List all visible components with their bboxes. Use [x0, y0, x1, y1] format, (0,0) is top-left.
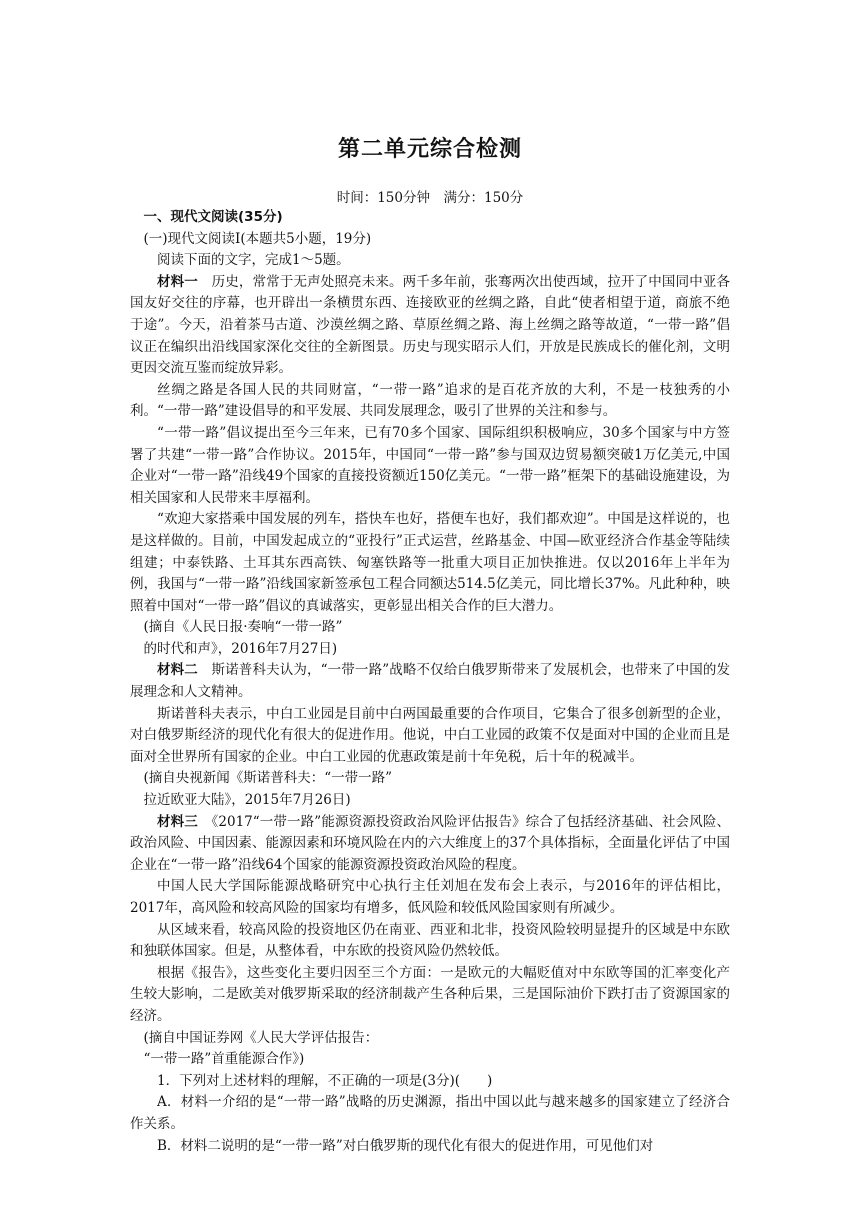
material-2-source-line-1: (摘自央视新闻《斯诺普科夫：“一带一路” [143, 770, 393, 787]
material-1-para-3: “一带一路”倡议提出至今三年来，已有70多个国家、国际组织积极响应，30多个国家与中方签署了共建“一带一路”合作协议。2015年，中国同“一带一路”参与国双边贸易额突破1万亿美元,中国企业对“一带一路”沿线49个国家的直接投资额近150亿美元。“一带一路”框架下的基础设施建设，为相关国家和人民带来丰厚福利。 [130, 424, 730, 506]
material-1-source-line-1: (摘自《人民日报·奏响“一带一路” [143, 619, 343, 636]
material-3-para-1: 材料三 《2017“一带一路”能源资源投资政治风险评估报告》综合了包括经济基础、社会风险、政治风险、中国因素、能源因素和环境风险在内的六大维度上的37个具体指标，全面量化评估了中国企业在“一带一路”沿线64个国家的能源资源投资政治风险的程度。 [130, 813, 730, 873]
exam-meta: 时间：150分钟 满分：150分 [336, 190, 524, 206]
page-title: 第二单元综合检测 [337, 137, 522, 162]
document-body [130, 207, 730, 1157]
material-2-label: 材料二 [157, 662, 198, 679]
material-3-para-4: 根据《报告》，这些变化主要归因至三个方面：一是欧元的大幅贬值对中东欧等国的汇率变化产生较大影响，二是欧美对俄罗斯采取的经济制裁产生各种后果，三是国际油价下跌打击了资源国家的经济。 [130, 964, 730, 1024]
material-1-para-2: 丝绸之路是各国人民的共同财富，“一带一路”追求的是百花齐放的大利，不是一枝独秀的小利。“一带一路”建设倡导的和平发展、共同发展理念，吸引了世界的关注和参与。 [130, 381, 730, 420]
material-3-label: 材料三 [157, 813, 198, 830]
material-1-label: 材料一 [157, 273, 198, 290]
material-1-para-4: “欢迎大家搭乘中国发展的列车，搭快车也好，搭便车也好，我们都欢迎”。中国是这样说的，也是这样做的。目前，中国发起成立的“亚投行”正式运营，丝路基金、中国—欧亚经济合作基金等陆续组建；中泰铁路、土耳其东西高铁、匈塞铁路等一批重大项目正加快推进。仅以2016年上半年为例，我国与“一带一路”沿线国家新签承包工程合同额达514.5亿美元，同比增长37%。凡此种种，映照着中国对“一带一路”倡议的真诚落实，更彰显出相关合作的巨大潜力。 [130, 511, 730, 614]
material-1-source-line-2: 的时代和声》，2016年7月27日) [143, 640, 338, 657]
material-3-source-line-2: “一带一路”首重能源合作》) [143, 1051, 305, 1068]
material-3-source-line-1: (摘自中国证券网《人民大学评估报告： [143, 1029, 379, 1046]
material-2-para-2: 斯诺普科夫表示，中白工业园是目前中白两国最重要的合作项目，它集合了很多创新型的企业，对白俄罗斯经济的现代化有很大的促进作用。他说，中白工业园的政策不仅是面对中国的企业而且是面对全世界所有国家的企业。中白工业园的优惠政策是前十年免税，后十年的税减半。 [130, 705, 730, 765]
subsection-heading: (一)现代文阅读Ⅰ(本题共5小题，19分) [143, 230, 372, 247]
material-2-para-1: 材料二 斯诺普科夫认为，“一带一路”战略不仅给白俄罗斯带来了发展机会，也带来了中国的发展理念和人文精神。 [130, 662, 730, 701]
question-1-option-a: A．材料一介绍的是“一带一路”战略的历史渊源，指出中国以此与越来越多的国家建立了经济合作关系。 [130, 1094, 730, 1132]
question-1-option-b: B．材料二说明的是“一带一路”对白俄罗斯的现代化有很大的促进作用，可见他们对 [157, 1137, 654, 1154]
material-1-para-1: 材料一 历史，常常于无声处照亮未来。两千多年前，张骞两次出使西域，拉开了中国同中亚各国友好交往的序幕，也开辟出一条横贯东西、连接欧亚的丝绸之路，自此“使者相望于道，商旅不绝于途”。今天，沿着茶马古道、沙漠丝绸之路、草原丝绸之路、海上丝绸之路等故道，“一带一路”倡议正在编织出沿线国家深化交往的全新图景。历史与现实昭示人们，开放是民族成长的催化剂，文明更因交流互鉴而绽放异彩。 [130, 273, 731, 377]
material-2-source-line-2: 拉近欧亚大陆》，2015年7月26日) [143, 792, 351, 809]
section-heading: 一、现代文阅读(35分) [143, 209, 283, 225]
material-3-para-3: 从区域来看，较高风险的投资地区仍在南亚、西亚和北非，投资风险较明显提升的区域是中东欧和独联体国家。但是，从整体看，中东欧的投资风险仍然较低。 [130, 921, 730, 960]
question-1-stem: 1．下列对上述材料的理解，不正确的一项是(3分)( ) [157, 1072, 493, 1089]
material-3-para-2: 中国人民大学国际能源战略研究中心执行主任刘旭在发布会上表示，与2016年的评估相比，2017年，高风险和较高风险的国家均有增多，低风险和较低风险国家则有所减少。 [130, 878, 730, 916]
instruction: 阅读下面的文字，完成1～5题。 [157, 252, 350, 269]
